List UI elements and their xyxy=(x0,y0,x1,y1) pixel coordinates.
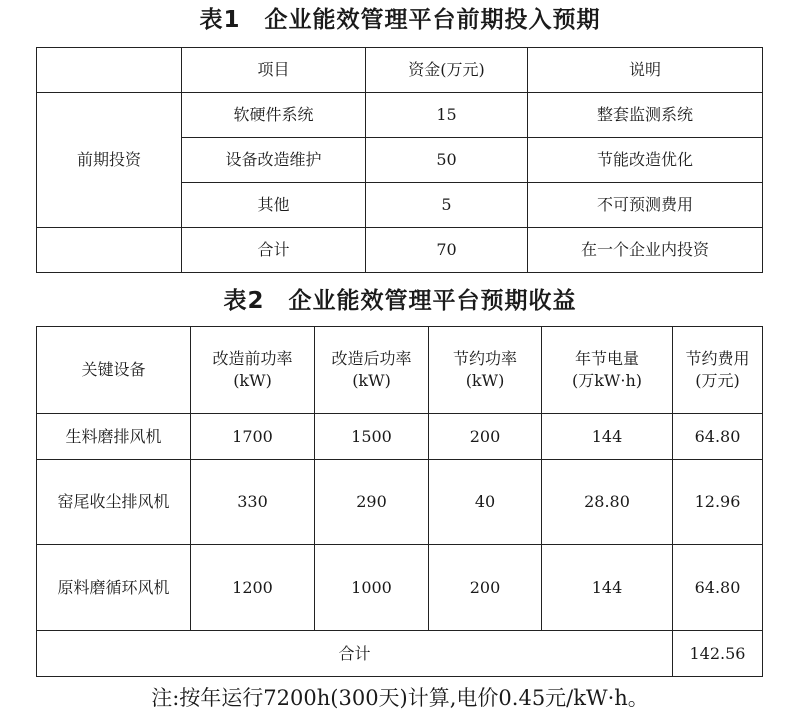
table1-total-note: 在一个企业内投资 xyxy=(528,228,763,273)
table2-before: 1700 xyxy=(191,414,315,460)
table2-device: 窑尾收尘排风机 xyxy=(37,460,191,545)
table2-saved-cost: 64.80 xyxy=(673,414,763,460)
table1-total-row xyxy=(37,228,763,273)
table2-header-before: 改造前功率 (kW) xyxy=(191,327,315,414)
table-row xyxy=(37,460,763,545)
table2-annual-energy: 144 xyxy=(542,545,673,631)
table2-saved-cost: 12.96 xyxy=(673,460,763,545)
table1-amount: 5 xyxy=(366,183,528,228)
table1-total-label: 合计 xyxy=(182,228,366,273)
footnote: 注:按年运行7200h(300天)计算,电价0.45元/kW·h。 xyxy=(151,686,649,710)
table2 xyxy=(36,326,763,677)
table1-total-amount: 70 xyxy=(366,228,528,273)
table2-after: 1000 xyxy=(315,545,429,631)
table2-total-saved-cost: 142.56 xyxy=(673,631,763,677)
table1-header-blank xyxy=(37,48,182,93)
table2-saved-power: 200 xyxy=(429,414,542,460)
table-row xyxy=(37,414,763,460)
table2-header-annual-energy: 年节电量 (万kW·h) xyxy=(542,327,673,414)
table1-total-blank xyxy=(37,228,182,273)
table-row xyxy=(37,93,763,138)
table2-device: 原料磨循环风机 xyxy=(37,545,191,631)
table1-header-item: 项目 xyxy=(182,48,366,93)
table2-annual-energy: 144 xyxy=(542,414,673,460)
table2-title: 表2 企业能效管理平台预期收益 xyxy=(223,288,577,314)
table-row xyxy=(37,545,763,631)
table1-header-note: 说明 xyxy=(528,48,763,93)
table2-total-row xyxy=(37,631,763,677)
table1-note: 整套监测系统 xyxy=(528,93,763,138)
table2-device: 生料磨排风机 xyxy=(37,414,191,460)
table1-header-row xyxy=(37,48,763,93)
table2-header-after: 改造后功率 (kW) xyxy=(315,327,429,414)
table2-saved-cost: 64.80 xyxy=(673,545,763,631)
table2-saved-power: 200 xyxy=(429,545,542,631)
table1-title: 表1 企业能效管理平台前期投入预期 xyxy=(199,7,601,33)
table2-total-label: 合计 xyxy=(37,631,673,677)
table2-annual-energy: 28.80 xyxy=(542,460,673,545)
table1-item: 软硬件系统 xyxy=(182,93,366,138)
table2-header-saved-cost: 节约费用 (万元) xyxy=(673,327,763,414)
table2-before: 1200 xyxy=(191,545,315,631)
table2-after: 1500 xyxy=(315,414,429,460)
table1-amount: 15 xyxy=(366,93,528,138)
table1 xyxy=(36,47,763,273)
table1-note: 节能改造优化 xyxy=(528,138,763,183)
table1-note: 不可预测费用 xyxy=(528,183,763,228)
table1-item: 设备改造维护 xyxy=(182,138,366,183)
table1-amount: 50 xyxy=(366,138,528,183)
table2-header-device: 关键设备 xyxy=(37,327,191,414)
table2-after: 290 xyxy=(315,460,429,545)
table1-item: 其他 xyxy=(182,183,366,228)
table2-before: 330 xyxy=(191,460,315,545)
table1-group-label: 前期投资 xyxy=(37,93,182,228)
table2-saved-power: 40 xyxy=(429,460,542,545)
table2-header-row xyxy=(37,327,763,414)
table2-header-saved-power: 节约功率 (kW) xyxy=(429,327,542,414)
table1-header-amount: 资金(万元) xyxy=(366,48,528,93)
